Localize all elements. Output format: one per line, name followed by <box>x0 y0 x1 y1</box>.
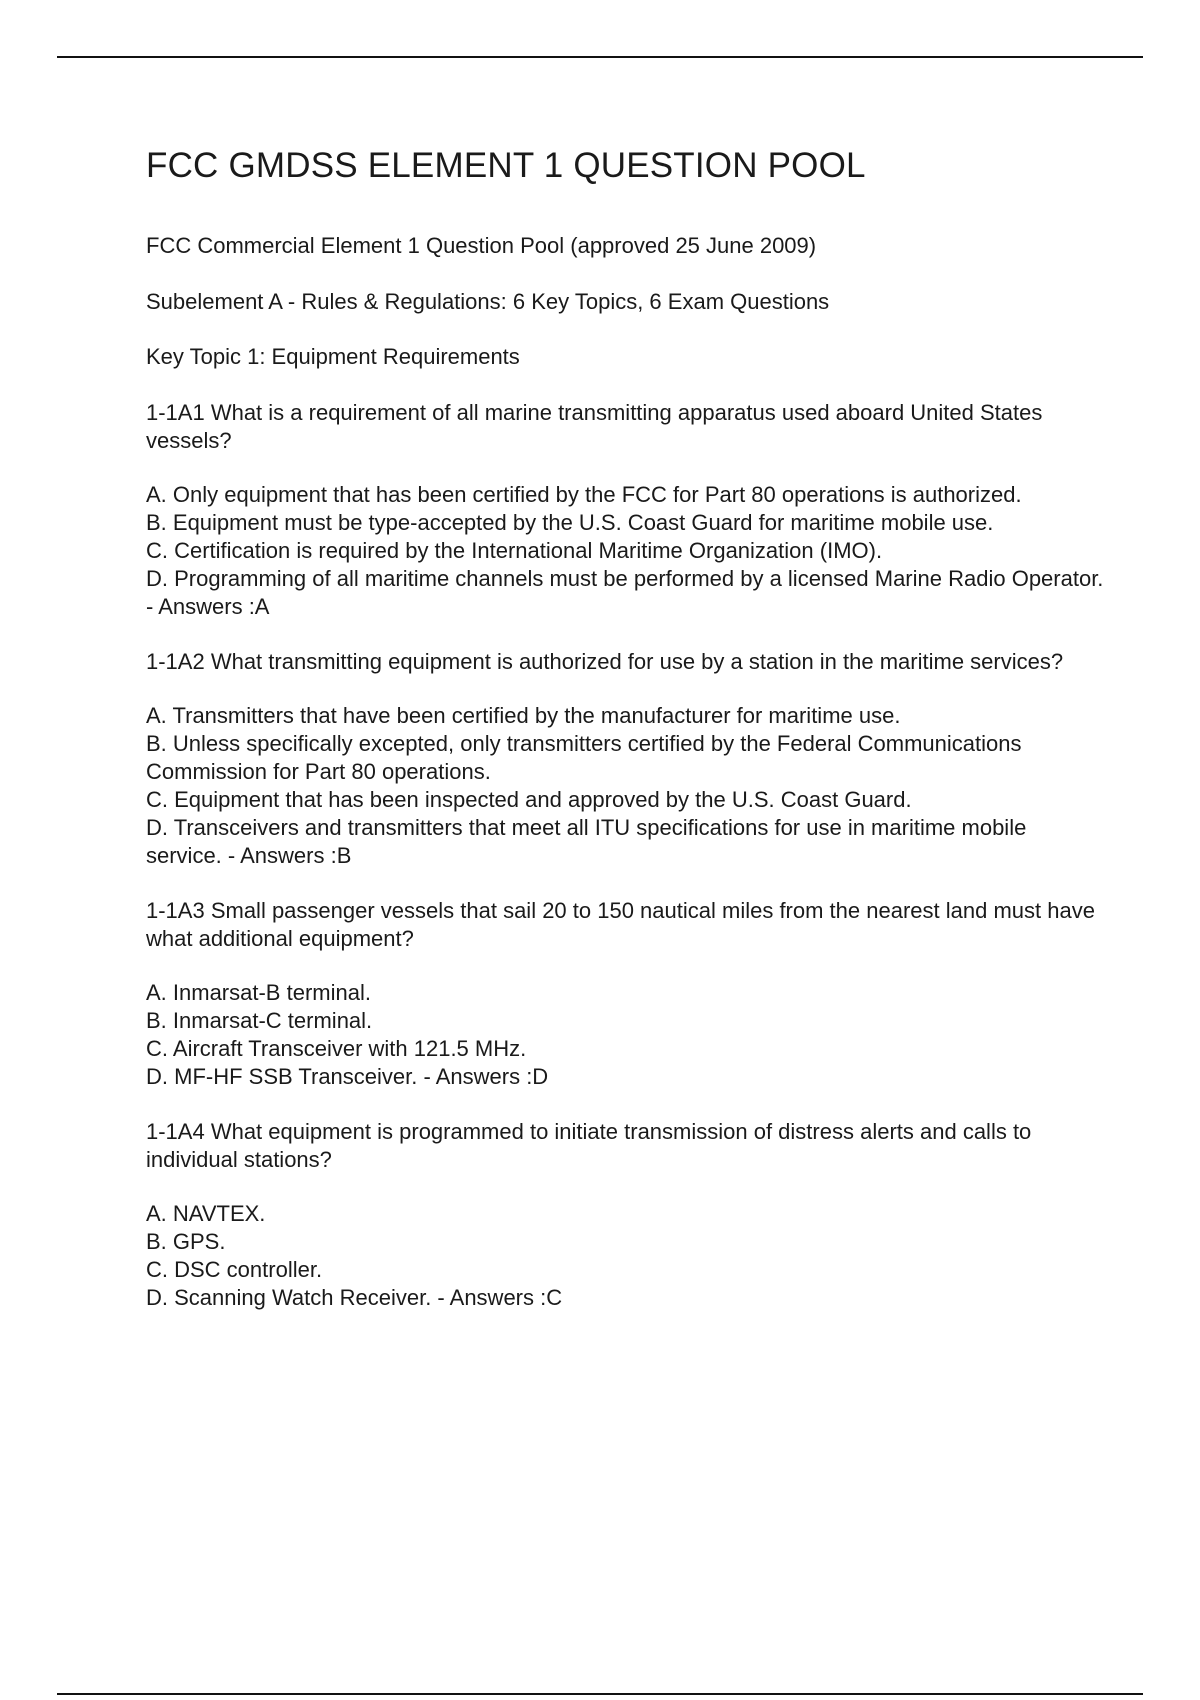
answer-options <box>146 702 1106 870</box>
question-text: 1-1A1 What is a requirement of all marine transmitting apparatus used aboard United States vessels? <box>146 400 1043 453</box>
answer-key: - Answers :C <box>431 1285 563 1310</box>
option-d <box>146 565 1106 621</box>
option-d <box>146 814 1106 870</box>
option-d <box>146 1063 1106 1091</box>
option-d-text: D. Scanning Watch Receiver. <box>146 1285 432 1310</box>
option-b: B. GPS. <box>146 1229 226 1254</box>
question-block <box>146 399 1106 621</box>
key-topic-line: Key Topic 1: Equipment Requirements <box>146 344 520 369</box>
option-c: C. Certification is required by the International Maritime Organization (IMO). <box>146 538 883 563</box>
top-rule <box>57 56 1143 58</box>
option-b: B. Equipment must be type-accepted by the U.S. Coast Guard for maritime mobile use. <box>146 510 994 535</box>
option-d <box>146 1284 1106 1312</box>
option-a: A. Inmarsat-B terminal. <box>146 980 371 1005</box>
option-b: B. Inmarsat-C terminal. <box>146 1008 373 1033</box>
question-block <box>146 897 1106 1091</box>
question-text: 1-1A4 What equipment is programmed to initiate transmission of distress alerts and calls to individual stations? <box>146 1119 1032 1172</box>
option-a: A. Only equipment that has been certified by the FCC for Part 80 operations is authorized. <box>146 482 1022 507</box>
option-d-text: D. Programming of all maritime channels must be performed by a licensed Marine Radio Operator. <box>146 566 1104 591</box>
question-block <box>146 1118 1106 1312</box>
answer-options <box>146 1200 1106 1312</box>
question-text: 1-1A2 What transmitting equipment is authorized for use by a station in the maritime services? <box>146 649 1064 674</box>
answer-key: - Answers :B <box>221 843 352 868</box>
option-a: A. Transmitters that have been certified by the manufacturer for maritime use. <box>146 703 901 728</box>
document-title: FCC GMDSS ELEMENT 1 QUESTION POOL <box>146 146 866 185</box>
subelement-line: Subelement A - Rules & Regulations: 6 Key Topics, 6 Exam Questions <box>146 289 830 314</box>
answer-options <box>146 481 1106 621</box>
option-c: C. DSC controller. <box>146 1257 323 1282</box>
question-text: 1-1A3 Small passenger vessels that sail 20 to 150 nautical miles from the nearest land must have what additional equipment? <box>146 898 1095 951</box>
option-b: B. Unless specifically excepted, only transmitters certified by the Federal Communications Commission for Part 80 operations. <box>146 731 1022 784</box>
answer-options <box>146 979 1106 1091</box>
option-c: C. Equipment that has been inspected and approved by the U.S. Coast Guard. <box>146 787 912 812</box>
option-a: A. NAVTEX. <box>146 1201 266 1226</box>
intro-line: FCC Commercial Element 1 Question Pool (approved 25 June 2009) <box>146 233 817 258</box>
option-c: C. Aircraft Transceiver with 121.5 MHz. <box>146 1036 527 1061</box>
option-d-text: D. Transceivers and transmitters that meet all ITU specifications for use in maritime mobile service. <box>146 815 1027 868</box>
answer-key: - Answers :A <box>146 594 270 619</box>
question-block <box>146 648 1106 870</box>
bottom-rule <box>57 1693 1143 1695</box>
answer-key: - Answers :D <box>417 1064 549 1089</box>
option-d-text: D. MF-HF SSB Transceiver. <box>146 1064 418 1089</box>
document-body <box>146 140 1106 1339</box>
